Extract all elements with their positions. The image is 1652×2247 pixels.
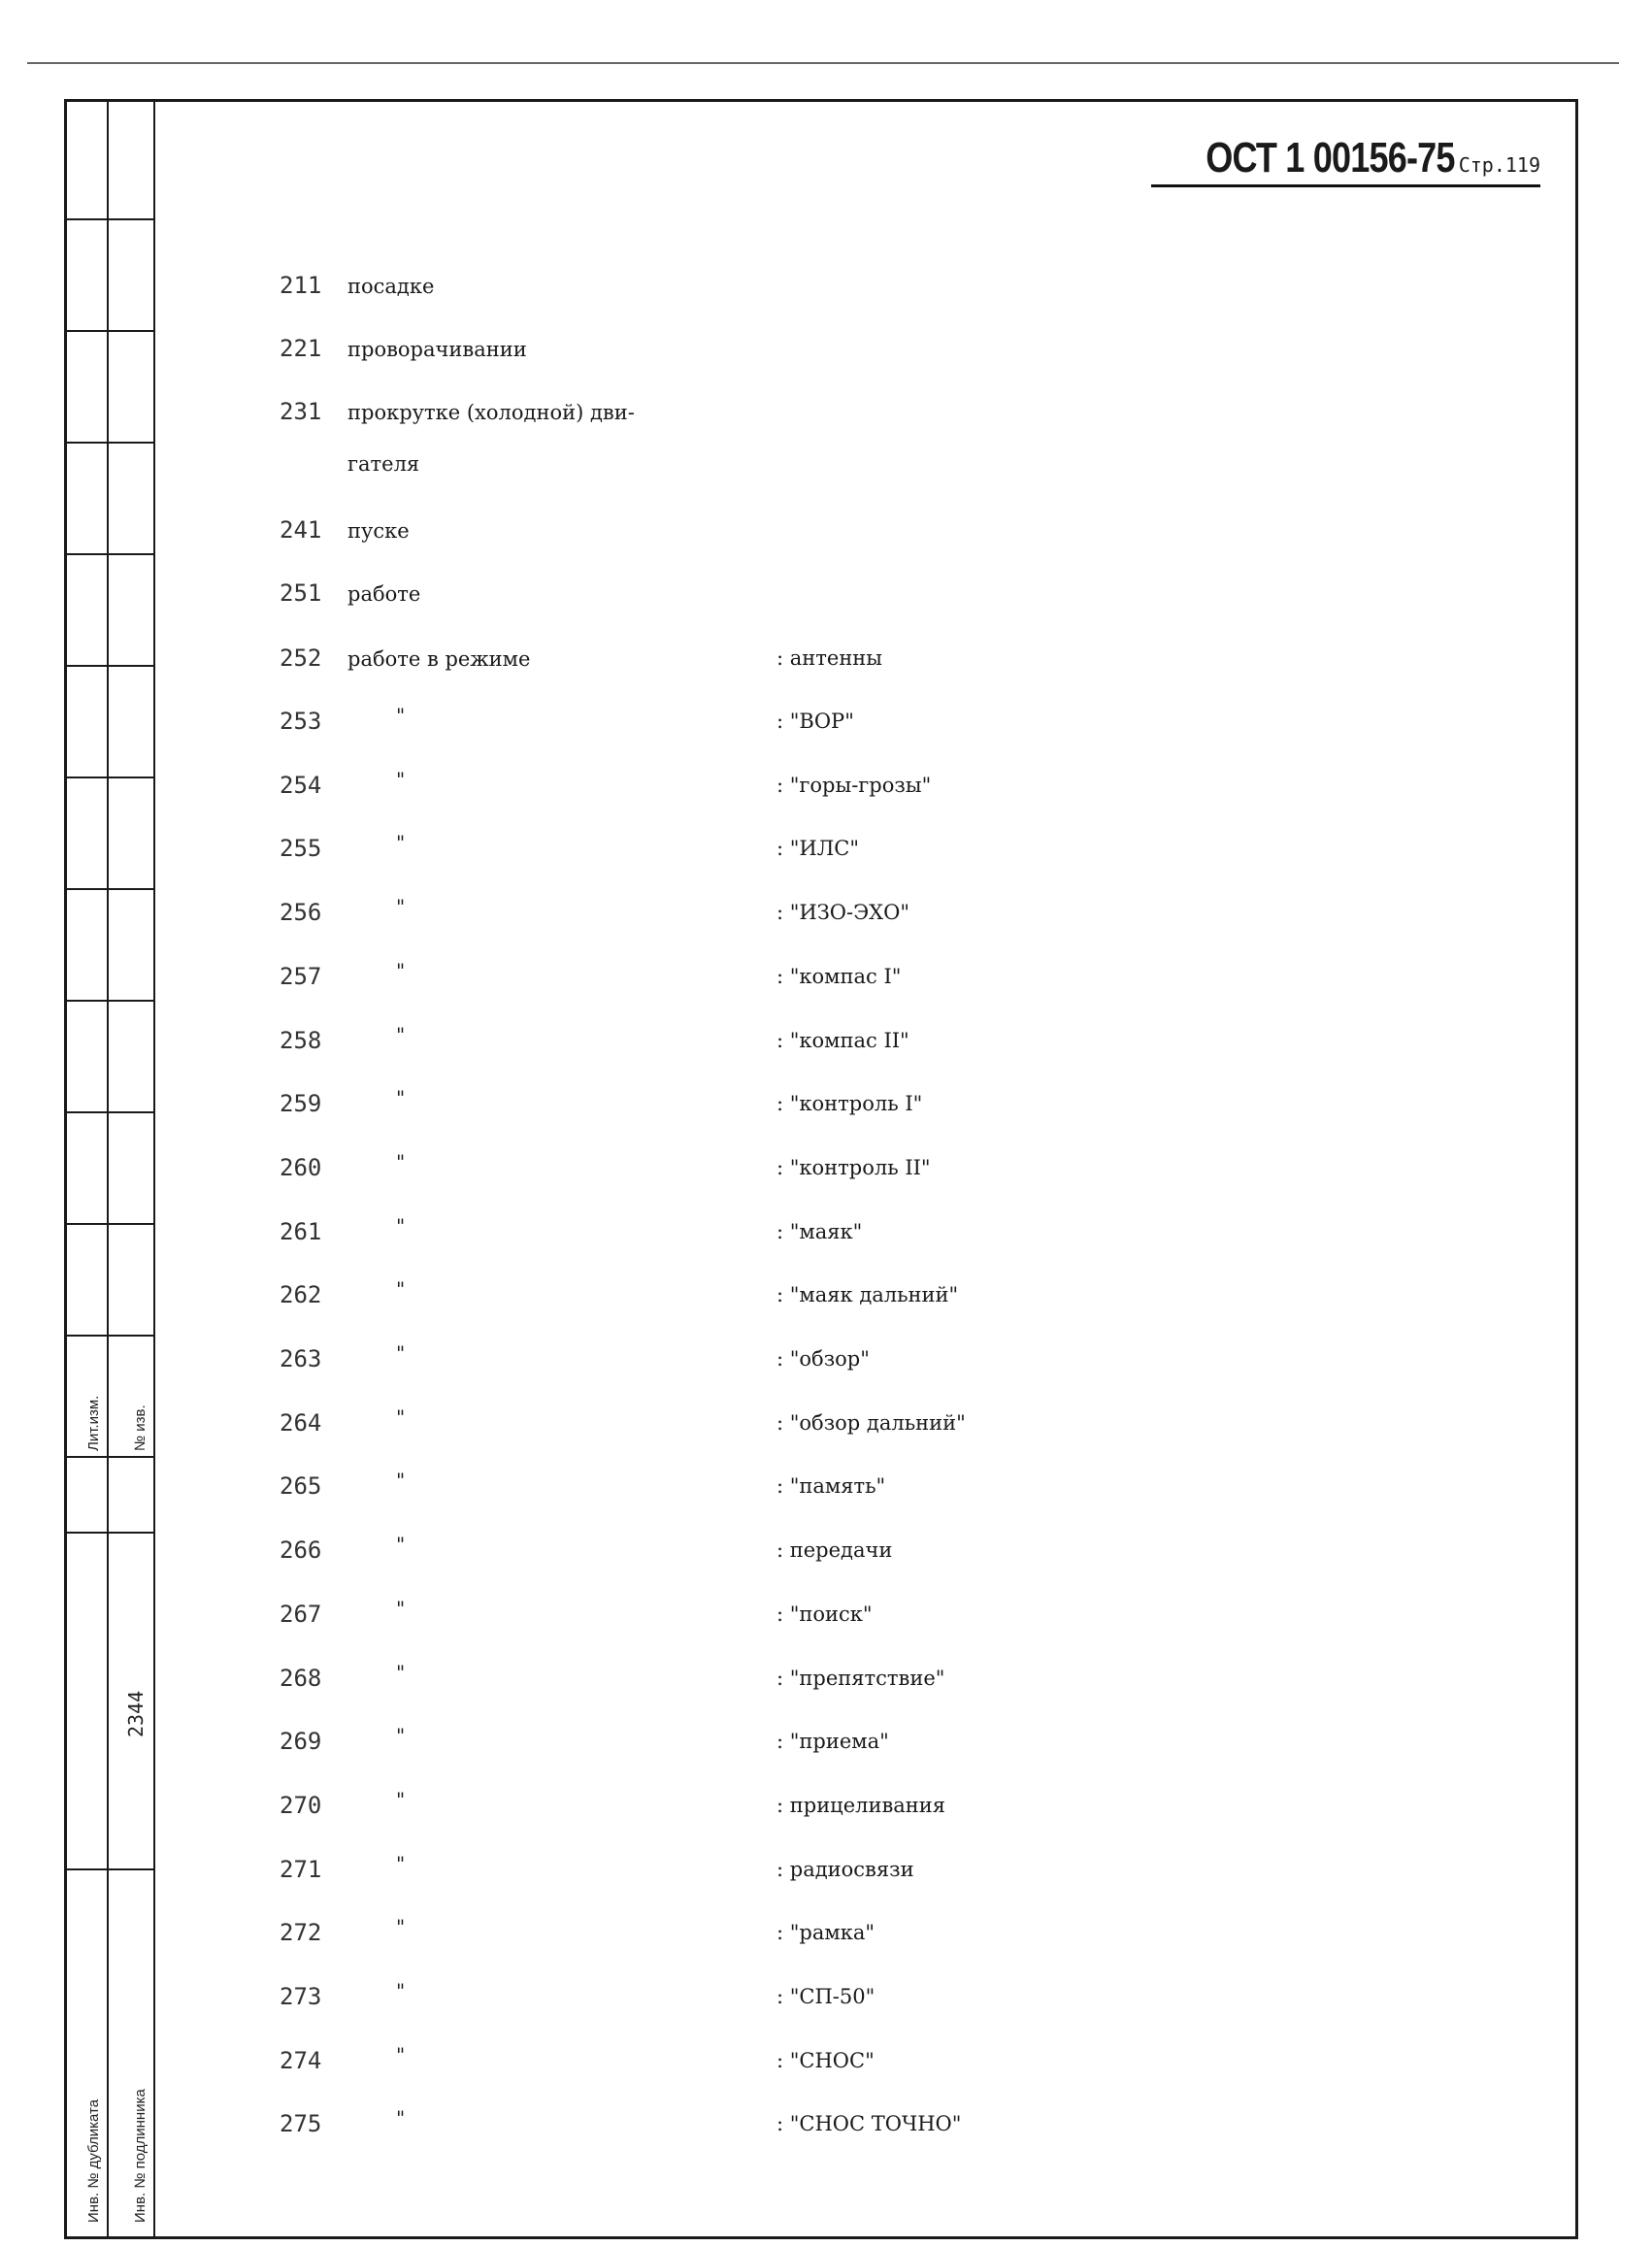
margin-label-inv-podl: Инв. № подлинника — [132, 2089, 149, 2223]
ditto-mark: " — [396, 1277, 406, 1301]
list-item — [280, 899, 347, 926]
ditto-mark: " — [396, 1341, 406, 1365]
entry-value: : "обзор дальний" — [776, 1411, 966, 1435]
entry-number: 273 — [280, 1983, 322, 2010]
list-item — [280, 644, 530, 672]
entry-number: 269 — [280, 1728, 322, 1755]
list-item — [280, 1856, 347, 1883]
list-item — [280, 1472, 347, 1500]
entry-value: : "обзор" — [776, 1347, 870, 1371]
ditto-mark: " — [396, 831, 406, 854]
ditto-mark: " — [396, 2106, 406, 2130]
list-item — [280, 963, 347, 990]
margin-cell-line — [64, 1223, 155, 1225]
list-item — [280, 1027, 347, 1054]
entry-term: работе — [347, 582, 421, 606]
ditto-mark: " — [396, 2043, 406, 2066]
margin-cell-line — [64, 1456, 155, 1458]
list-item — [280, 1919, 347, 1946]
entry-value: : передачи — [776, 1538, 893, 1562]
list-item — [280, 708, 347, 735]
list-item — [280, 1154, 347, 1181]
margin-cell-line — [64, 553, 155, 555]
margin-value-inv-podl: 2344 — [124, 1690, 148, 1737]
entry-value: : "препятствие" — [776, 1667, 945, 1690]
margin-label-inv-dubl: Инв. № дубликата — [85, 2098, 102, 2223]
list-item — [280, 772, 347, 799]
entry-number: 270 — [280, 1792, 322, 1819]
entry-number: 258 — [280, 1027, 322, 1054]
list-item — [280, 1983, 347, 2010]
list-item — [280, 335, 527, 362]
list-item — [280, 1281, 347, 1308]
list-item — [280, 1218, 347, 1245]
entry-number: 241 — [280, 516, 322, 544]
list-item — [280, 516, 410, 544]
entry-value: : "ИЛС" — [776, 837, 859, 860]
ditto-mark: " — [396, 1979, 406, 2002]
entry-value: : "маяк" — [776, 1220, 863, 1243]
list-item — [280, 1601, 347, 1628]
margin-cell-line — [64, 777, 155, 778]
ditto-mark: " — [396, 1724, 406, 1747]
list-item — [280, 835, 347, 862]
page-number: Стр.119 — [1458, 153, 1540, 177]
standard-code: ОСТ 1 00156-75 — [1206, 134, 1455, 182]
ditto-mark: " — [396, 1661, 406, 1684]
entry-number: 264 — [280, 1409, 322, 1437]
margin-label-no-izv: № изв. — [132, 1404, 149, 1451]
list-item — [280, 2110, 347, 2137]
entry-number: 259 — [280, 1090, 322, 1117]
entry-value: : "поиск" — [776, 1603, 873, 1626]
entry-value: : "ИЗО-ЭХО" — [776, 901, 910, 924]
entry-number: 261 — [280, 1218, 322, 1245]
entry-number: 268 — [280, 1665, 322, 1692]
top-rule — [27, 62, 1619, 64]
list-item — [280, 1409, 347, 1437]
ditto-mark: " — [396, 1405, 406, 1429]
entry-number: 257 — [280, 963, 322, 990]
entry-value: : "горы-грозы" — [776, 774, 932, 797]
entry-value: : "маяк дальний" — [776, 1283, 959, 1306]
entry-number: 253 — [280, 708, 322, 735]
entry-value: : "контроль I" — [776, 1092, 923, 1115]
margin-label-lit-izm: Лит.изм. — [85, 1395, 102, 1451]
ditto-mark: " — [396, 895, 406, 918]
ditto-mark: " — [396, 1150, 406, 1173]
ditto-mark: " — [396, 1533, 406, 1556]
entry-number: 274 — [280, 2047, 322, 2074]
margin-column-divider-2 — [153, 99, 155, 2239]
list-item — [280, 1090, 347, 1117]
entry-value: : "ВОР" — [776, 710, 854, 733]
entry-value: : радиосвязи — [776, 1858, 914, 1881]
entry-value: : "приема" — [776, 1730, 889, 1753]
entry-number: 267 — [280, 1601, 322, 1628]
ditto-mark: " — [396, 1214, 406, 1238]
entry-term: гателя — [347, 452, 420, 476]
entry-number: 255 — [280, 835, 322, 862]
entry-number: 231 — [280, 398, 322, 425]
entry-value: : "память" — [776, 1474, 886, 1498]
margin-cell-line — [64, 665, 155, 667]
entry-term: проворачивании — [347, 338, 527, 361]
entry-number: 251 — [280, 579, 322, 607]
entry-value: : "СНОС ТОЧНО" — [776, 2112, 962, 2135]
entry-number: 254 — [280, 772, 322, 799]
ditto-mark: " — [396, 1915, 406, 1938]
entry-term: работе в режиме — [347, 647, 531, 671]
entry-number: 263 — [280, 1345, 322, 1372]
entry-value: : "компас II" — [776, 1029, 909, 1052]
margin-cell-line — [64, 1868, 155, 1870]
list-item — [280, 2047, 347, 2074]
entry-term: посадке — [347, 275, 435, 298]
margin-cell-line — [64, 888, 155, 890]
ditto-mark: " — [396, 1469, 406, 1492]
ditto-mark: " — [396, 1788, 406, 1811]
list-item — [280, 1728, 347, 1755]
entry-number: 260 — [280, 1154, 322, 1181]
entry-number: 211 — [280, 272, 322, 299]
margin-column-divider-1 — [107, 99, 109, 2239]
margin-cell-line — [64, 1335, 155, 1337]
entry-value: : прицеливания — [776, 1794, 946, 1817]
entry-value: : "компас I" — [776, 965, 902, 988]
ditto-mark: " — [396, 1852, 406, 1875]
ditto-mark: " — [396, 1023, 406, 1046]
margin-cell-line — [64, 442, 155, 444]
entry-number: 262 — [280, 1281, 322, 1308]
list-item — [280, 272, 434, 299]
list-item — [280, 1792, 347, 1819]
list-item — [280, 1665, 347, 1692]
entry-term: пуске — [347, 519, 410, 543]
document-header — [1151, 134, 1540, 187]
entry-number: 265 — [280, 1472, 322, 1500]
list-item — [280, 1537, 347, 1564]
list-item-continuation — [280, 451, 419, 477]
entry-value: : "СНОС" — [776, 2049, 875, 2072]
entry-value: : "рамка" — [776, 1921, 876, 1944]
entry-number: 252 — [280, 644, 322, 672]
entry-number: 272 — [280, 1919, 322, 1946]
ditto-mark: " — [396, 704, 406, 727]
ditto-mark: " — [396, 1086, 406, 1109]
entry-number: 271 — [280, 1856, 322, 1883]
margin-cell-line — [64, 1532, 155, 1534]
entry-value: : "СП-50" — [776, 1985, 876, 2008]
ditto-mark: " — [396, 959, 406, 982]
margin-cell-line — [64, 330, 155, 332]
margin-cell-line — [64, 218, 155, 220]
entry-number: 275 — [280, 2110, 322, 2137]
ditto-mark: " — [396, 1597, 406, 1620]
list-item — [280, 398, 635, 425]
entry-term: прокрутке (холодной) дви- — [347, 401, 635, 424]
list-item — [280, 1345, 347, 1372]
entry-value: : "контроль II" — [776, 1156, 931, 1179]
margin-cell-line — [64, 1111, 155, 1113]
entry-number: 256 — [280, 899, 322, 926]
ditto-mark: " — [396, 768, 406, 791]
entry-number: 266 — [280, 1537, 322, 1564]
list-item — [280, 579, 420, 607]
entry-value: : антенны — [776, 646, 883, 670]
entry-number: 221 — [280, 335, 322, 362]
margin-cell-line — [64, 1000, 155, 1002]
